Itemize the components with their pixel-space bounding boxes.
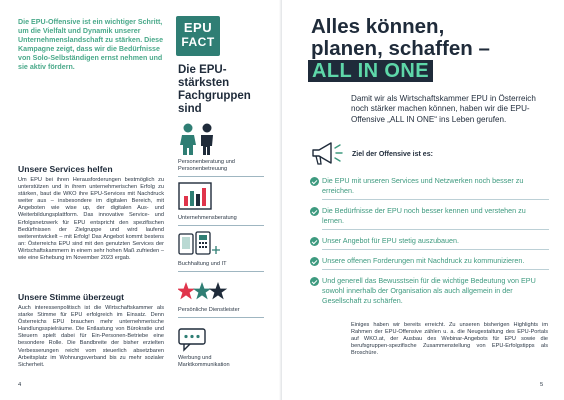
closing-paragraph: Einiges haben wir bereits erreicht. Zu unseren bisherigen Highlights im Rahmen der EPU-Offensive zählen u. a. die Neugestaltung des EPU-Portals auf WKO.at, der Ausbau des Webinar-Angebots für EPU sowie die berufsgruppen-spezifische Zusammenstellung von EPU-Erfolgstipps als Broschüre. — [351, 322, 548, 357]
badge-line2: FACT — [181, 35, 215, 49]
right-page — [282, 0, 564, 400]
goal-text: Die Bedürfnisse der EPU noch besser kennen und verstehen zu lernen. — [322, 206, 526, 225]
voice-heading: Unsere Stimme überzeugt — [18, 292, 125, 302]
goal-text: Die EPU mit unseren Services und Netzwerken noch besser zu erreichen. — [322, 176, 524, 195]
headline-line1: Alles können, — [311, 15, 445, 38]
fact-label: Persönliche Dienstleister — [178, 307, 240, 313]
goal-text: Und generell das Bewusstsein für die wichtige Bedeutung von EPU sowohl innerhalb der Organisation als auch allgemein in der Gesellschaft zu schärfen. — [322, 276, 536, 305]
fact-label: Buchhaltung und IT — [178, 261, 227, 267]
fact-item-werbung — [178, 328, 264, 369]
epu-fact-badge — [176, 16, 220, 56]
check-icon — [310, 237, 319, 246]
goal-item — [310, 256, 549, 270]
divider — [178, 317, 264, 318]
goal-list — [310, 176, 549, 312]
fact-label: Personenberatung und Personenbetreuung — [178, 159, 235, 172]
divider — [178, 225, 264, 226]
fact-label: Unternehmensberatung — [178, 215, 237, 221]
goal-item — [310, 176, 549, 200]
goal-label: Ziel der Offensive ist es: — [352, 151, 433, 158]
headline — [311, 16, 490, 60]
services-body: Um EPU bei ihren Herausforderungen bestmöglich zu unterstützen und in ihrem unternehmerischen Erfolg zu stärken, baut die WKO ihre EPU-Services mit Nachdruck weiter aus – insbesondere im digitalen Bereich, mit Angeboten wie wise up, der digitalen Aus- und Weiterbildungsplattform. Das innovative Service- und Erfolgsnetzwerk für EPU entspricht den spezifischen Bedürfnissen der Zielgruppe und wird laufend weiterentwickelt – mit Erfolg! Das Angebot kommt bestens an: Österreichs EPU sind mit den genutzten Services der Wirtschaftskammern in einem sehr hohen Maß zufrieden – wie eine Erhebung im November 2023 ergab. — [18, 177, 164, 262]
voice-body: Auch interessenpolitisch ist die Wirtschaftskammer als starke Stimme für EPU erfolgreich im Einsatz. Denn Österreichs EPU brauchen mehr unternehmerische Handlungsspielräume. Die Entlastung von Bürokratie und Steuern spielt dabei für Ein-Personen-Betriebe eine besondere Rolle. Die Bandbreite der bisher erzielten Verbesserungen reicht vom steuerlich absetzbaren Arbeitsplatz im Wohnungsverband bis zu mehr sozialer Sicherheit. — [18, 305, 164, 368]
megaphone-icon — [311, 141, 345, 167]
services-heading: Unsere Services helfen — [18, 164, 113, 174]
divider — [322, 229, 549, 230]
divider — [322, 199, 549, 200]
fact-label: Werbung und Marktkommunikation — [178, 355, 230, 368]
goal-item — [310, 206, 549, 230]
fact-item-personenberatung — [178, 122, 264, 177]
check-icon — [310, 207, 319, 216]
fact-item-dienstleister — [178, 280, 264, 318]
fact-item-unternehmensberatung — [178, 182, 264, 226]
fact-item-buchhaltung — [178, 230, 264, 272]
fact-title: Die EPU-stärksten Fachgruppen sind — [178, 64, 251, 115]
check-icon — [310, 257, 319, 266]
lead-paragraph: Damit wir als Wirtschaftskammer EPU in Österreich noch stärker machen können, haben wir die EPU-Offensive „ALL IN ONE“ ins Leben gerufen. — [351, 94, 536, 124]
goal-item — [310, 236, 549, 250]
divider — [322, 249, 549, 250]
goal-text: Unsere offenen Forderungen mit Nachdruck zu kommunizieren. — [322, 256, 525, 265]
chat-icon — [178, 328, 210, 352]
headline-highlight: ALL IN ONE — [308, 60, 433, 82]
page-number-left: 4 — [18, 382, 22, 388]
divider — [322, 269, 549, 270]
stars-icon — [178, 280, 228, 304]
goal-item — [310, 276, 549, 306]
badge-line1: EPU — [183, 20, 213, 35]
intro-paragraph: Die EPU-Offensive ist ein wichtiger Schritt, um die Vielfalt und Dynamik unserer Unternehmenslandschaft zu stärken. Diese Kampagne zeigt, dass wir die Bedürfnisse von Solo-Selbständigen ernst nehmen und sie aktiv fördern. — [18, 18, 164, 71]
goal-text: Unser Angebot für EPU stetig auszubauen. — [322, 236, 460, 245]
chart-icon — [178, 182, 218, 212]
check-icon — [310, 277, 319, 286]
headline-line2: planen, schaffen – — [311, 37, 490, 60]
page-number-right: 5 — [540, 382, 544, 388]
device-icon — [178, 230, 222, 258]
divider — [178, 271, 264, 272]
divider — [178, 176, 264, 177]
people-icon — [178, 122, 218, 156]
check-icon — [310, 177, 319, 186]
epu-fact-box — [172, 10, 266, 386]
